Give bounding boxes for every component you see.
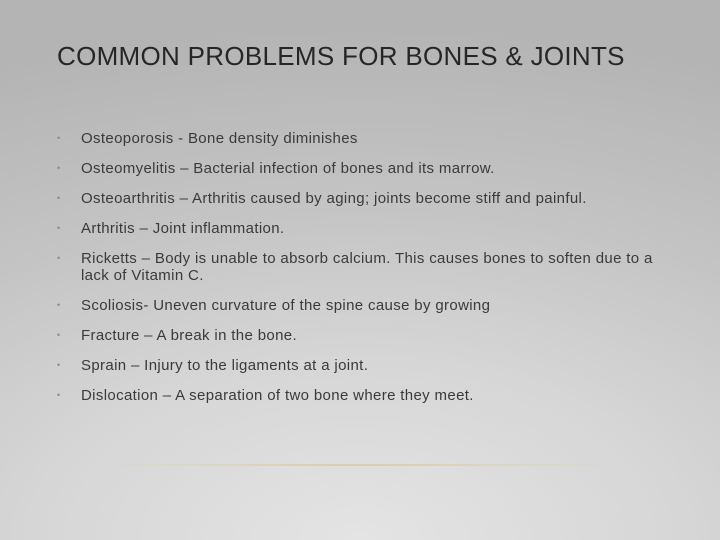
bullet-text: Osteoporosis - Bone density diminishes (81, 130, 358, 147)
bullet-item (57, 250, 667, 284)
bullet-icon: • (57, 253, 61, 263)
bullet-item (57, 130, 667, 147)
bullet-text: Sprain – Injury to the ligaments at a joint. (81, 357, 369, 374)
bullet-item (57, 357, 667, 374)
bullet-text: Osteomyelitis – Bacterial infection of bones and its marrow. (81, 160, 495, 177)
bullet-item (57, 190, 667, 207)
bullet-text: Arthritis – Joint inflammation. (81, 220, 285, 237)
bullet-text: Dislocation – A separation of two bone where they meet. (81, 387, 474, 404)
bullet-icon: • (57, 300, 61, 310)
bullet-item (57, 327, 667, 344)
bullet-text: Scoliosis- Uneven curvature of the spine cause by growing (81, 297, 491, 314)
bullet-icon: • (57, 133, 61, 143)
bullet-text: Osteoarthritis – Arthritis caused by aging; joints become stiff and painful. (81, 190, 587, 207)
decorative-divider (96, 464, 624, 466)
bullet-item (57, 297, 667, 314)
bullet-icon: • (57, 193, 61, 203)
bullet-list (57, 130, 667, 417)
bullet-item (57, 387, 667, 404)
bullet-item (57, 160, 667, 177)
bullet-icon: • (57, 163, 61, 173)
bullet-icon: • (57, 330, 61, 340)
slide-title: COMMON PROBLEMS FOR BONES & JOINTS (57, 41, 625, 71)
bullet-icon: • (57, 390, 61, 400)
bullet-icon: • (57, 360, 61, 370)
bullet-text: Ricketts – Body is unable to absorb calcium. This causes bones to soften due to a lack of Vitamin C. (81, 250, 653, 284)
bullet-icon: • (57, 223, 61, 233)
bullet-item (57, 220, 667, 237)
bullet-text: Fracture – A break in the bone. (81, 327, 297, 344)
